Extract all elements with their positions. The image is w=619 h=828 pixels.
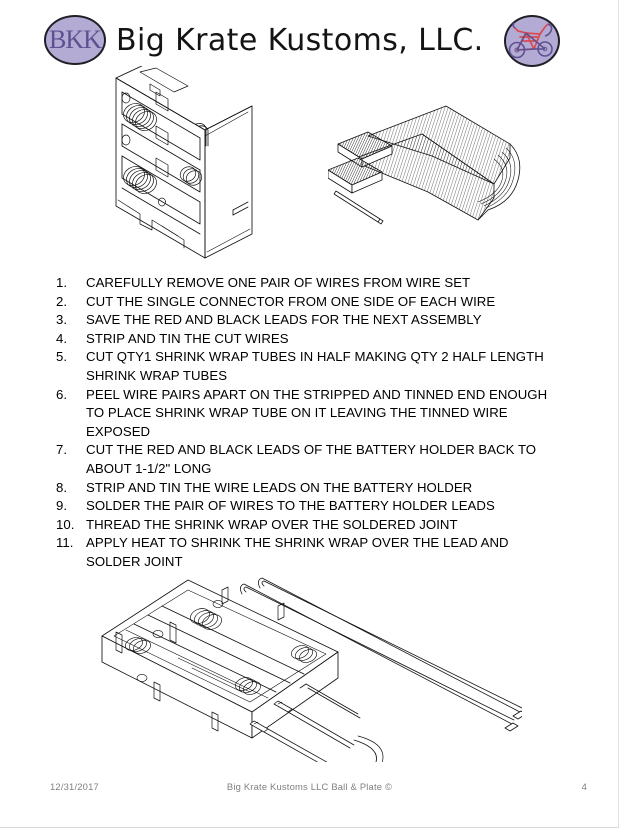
bicycle-icon xyxy=(504,15,560,67)
list-item-number: 6. xyxy=(56,386,68,402)
page-title: Big Krate Kustoms, LLC. xyxy=(116,22,484,58)
shrink-wrap-tube xyxy=(334,191,383,224)
footer-date: 12/31/2017 xyxy=(50,780,99,792)
list-item-text: APPLY HEAT TO SHRINK THE SHRINK WRAP OVER THE LEAD AND SOLDER JOINT xyxy=(86,535,509,569)
list-item xyxy=(0,479,619,498)
list-item-number: 10. xyxy=(56,516,75,532)
list-item-number: 4. xyxy=(56,330,68,346)
list-item-number: 9. xyxy=(56,498,68,514)
page-footer xyxy=(0,778,619,794)
list-item-text: PEEL WIRE PAIRS APART ON THE STRIPPED AND TINNED END ENOUGH TO PLACE SHRINK WRAP TUBE ON IT LEAVING THE TINNED WIRE EXPOSED xyxy=(86,386,548,439)
list-item-text: CAREFULLY REMOVE ONE PAIR OF WIRES FROM WIRE SET xyxy=(86,275,471,290)
list-item xyxy=(0,386,619,442)
page-header xyxy=(0,6,619,64)
list-item-number: 7. xyxy=(56,442,68,458)
wire-set-drawing xyxy=(328,98,538,233)
instruction-list xyxy=(0,274,619,572)
battery-holder-isometric-drawing xyxy=(100,66,300,264)
list-item xyxy=(0,311,619,330)
list-item-number: 5. xyxy=(56,349,68,365)
assembly-drawing xyxy=(92,572,522,762)
list-item-text: STRIP AND TIN THE WIRE LEADS ON THE BATTERY HOLDER xyxy=(86,479,473,495)
list-item-number: 2. xyxy=(56,293,68,309)
footer-center-text: Big Krate Kustoms LLC Ball & Plate © xyxy=(226,780,393,792)
list-item xyxy=(0,534,619,571)
list-item-text: CUT THE RED AND BLACK LEADS OF THE BATTERY HOLDER BACK TO ABOUT 1-1/2" LONG xyxy=(86,442,537,476)
list-item-text: CUT THE SINGLE CONNECTOR FROM ONE SIDE OF EACH WIRE xyxy=(86,293,496,309)
list-item xyxy=(0,293,619,312)
bicycle-glyph xyxy=(504,15,560,67)
list-item xyxy=(0,274,619,293)
list-item-number: 3. xyxy=(56,312,68,328)
list-item-text: SAVE THE RED AND BLACK LEADS FOR THE NEXT ASSEMBLY xyxy=(86,312,482,328)
list-item-number: 1. xyxy=(56,275,68,290)
list-item xyxy=(0,330,619,349)
list-item xyxy=(0,348,619,385)
list-item xyxy=(0,441,619,478)
list-item xyxy=(0,497,619,516)
list-item-text: STRIP AND TIN THE CUT WIRES xyxy=(86,330,289,346)
list-item xyxy=(0,516,619,535)
list-item-text: THREAD THE SHRINK WRAP OVER THE SOLDERED JOINT xyxy=(86,516,458,532)
list-item-text: CUT QTY1 SHRINK WRAP TUBES IN HALF MAKING QTY 2 HALF LENGTH SHRINK WRAP TUBES xyxy=(86,349,544,383)
monogram-text: BKK xyxy=(49,25,101,54)
shrink-wrap-joint xyxy=(250,721,332,762)
wire-set-svg xyxy=(328,98,538,233)
bkk-monogram-icon xyxy=(44,15,106,65)
battery-holder-iso-svg xyxy=(100,66,300,264)
page-number: 4 xyxy=(581,780,587,792)
assembly-svg xyxy=(92,572,522,762)
list-item-number: 11. xyxy=(56,535,74,551)
list-item-text: SOLDER THE PAIR OF WIRES TO THE BATTERY HOLDER LEADS xyxy=(86,498,495,514)
list-item-number: 8. xyxy=(56,479,68,495)
